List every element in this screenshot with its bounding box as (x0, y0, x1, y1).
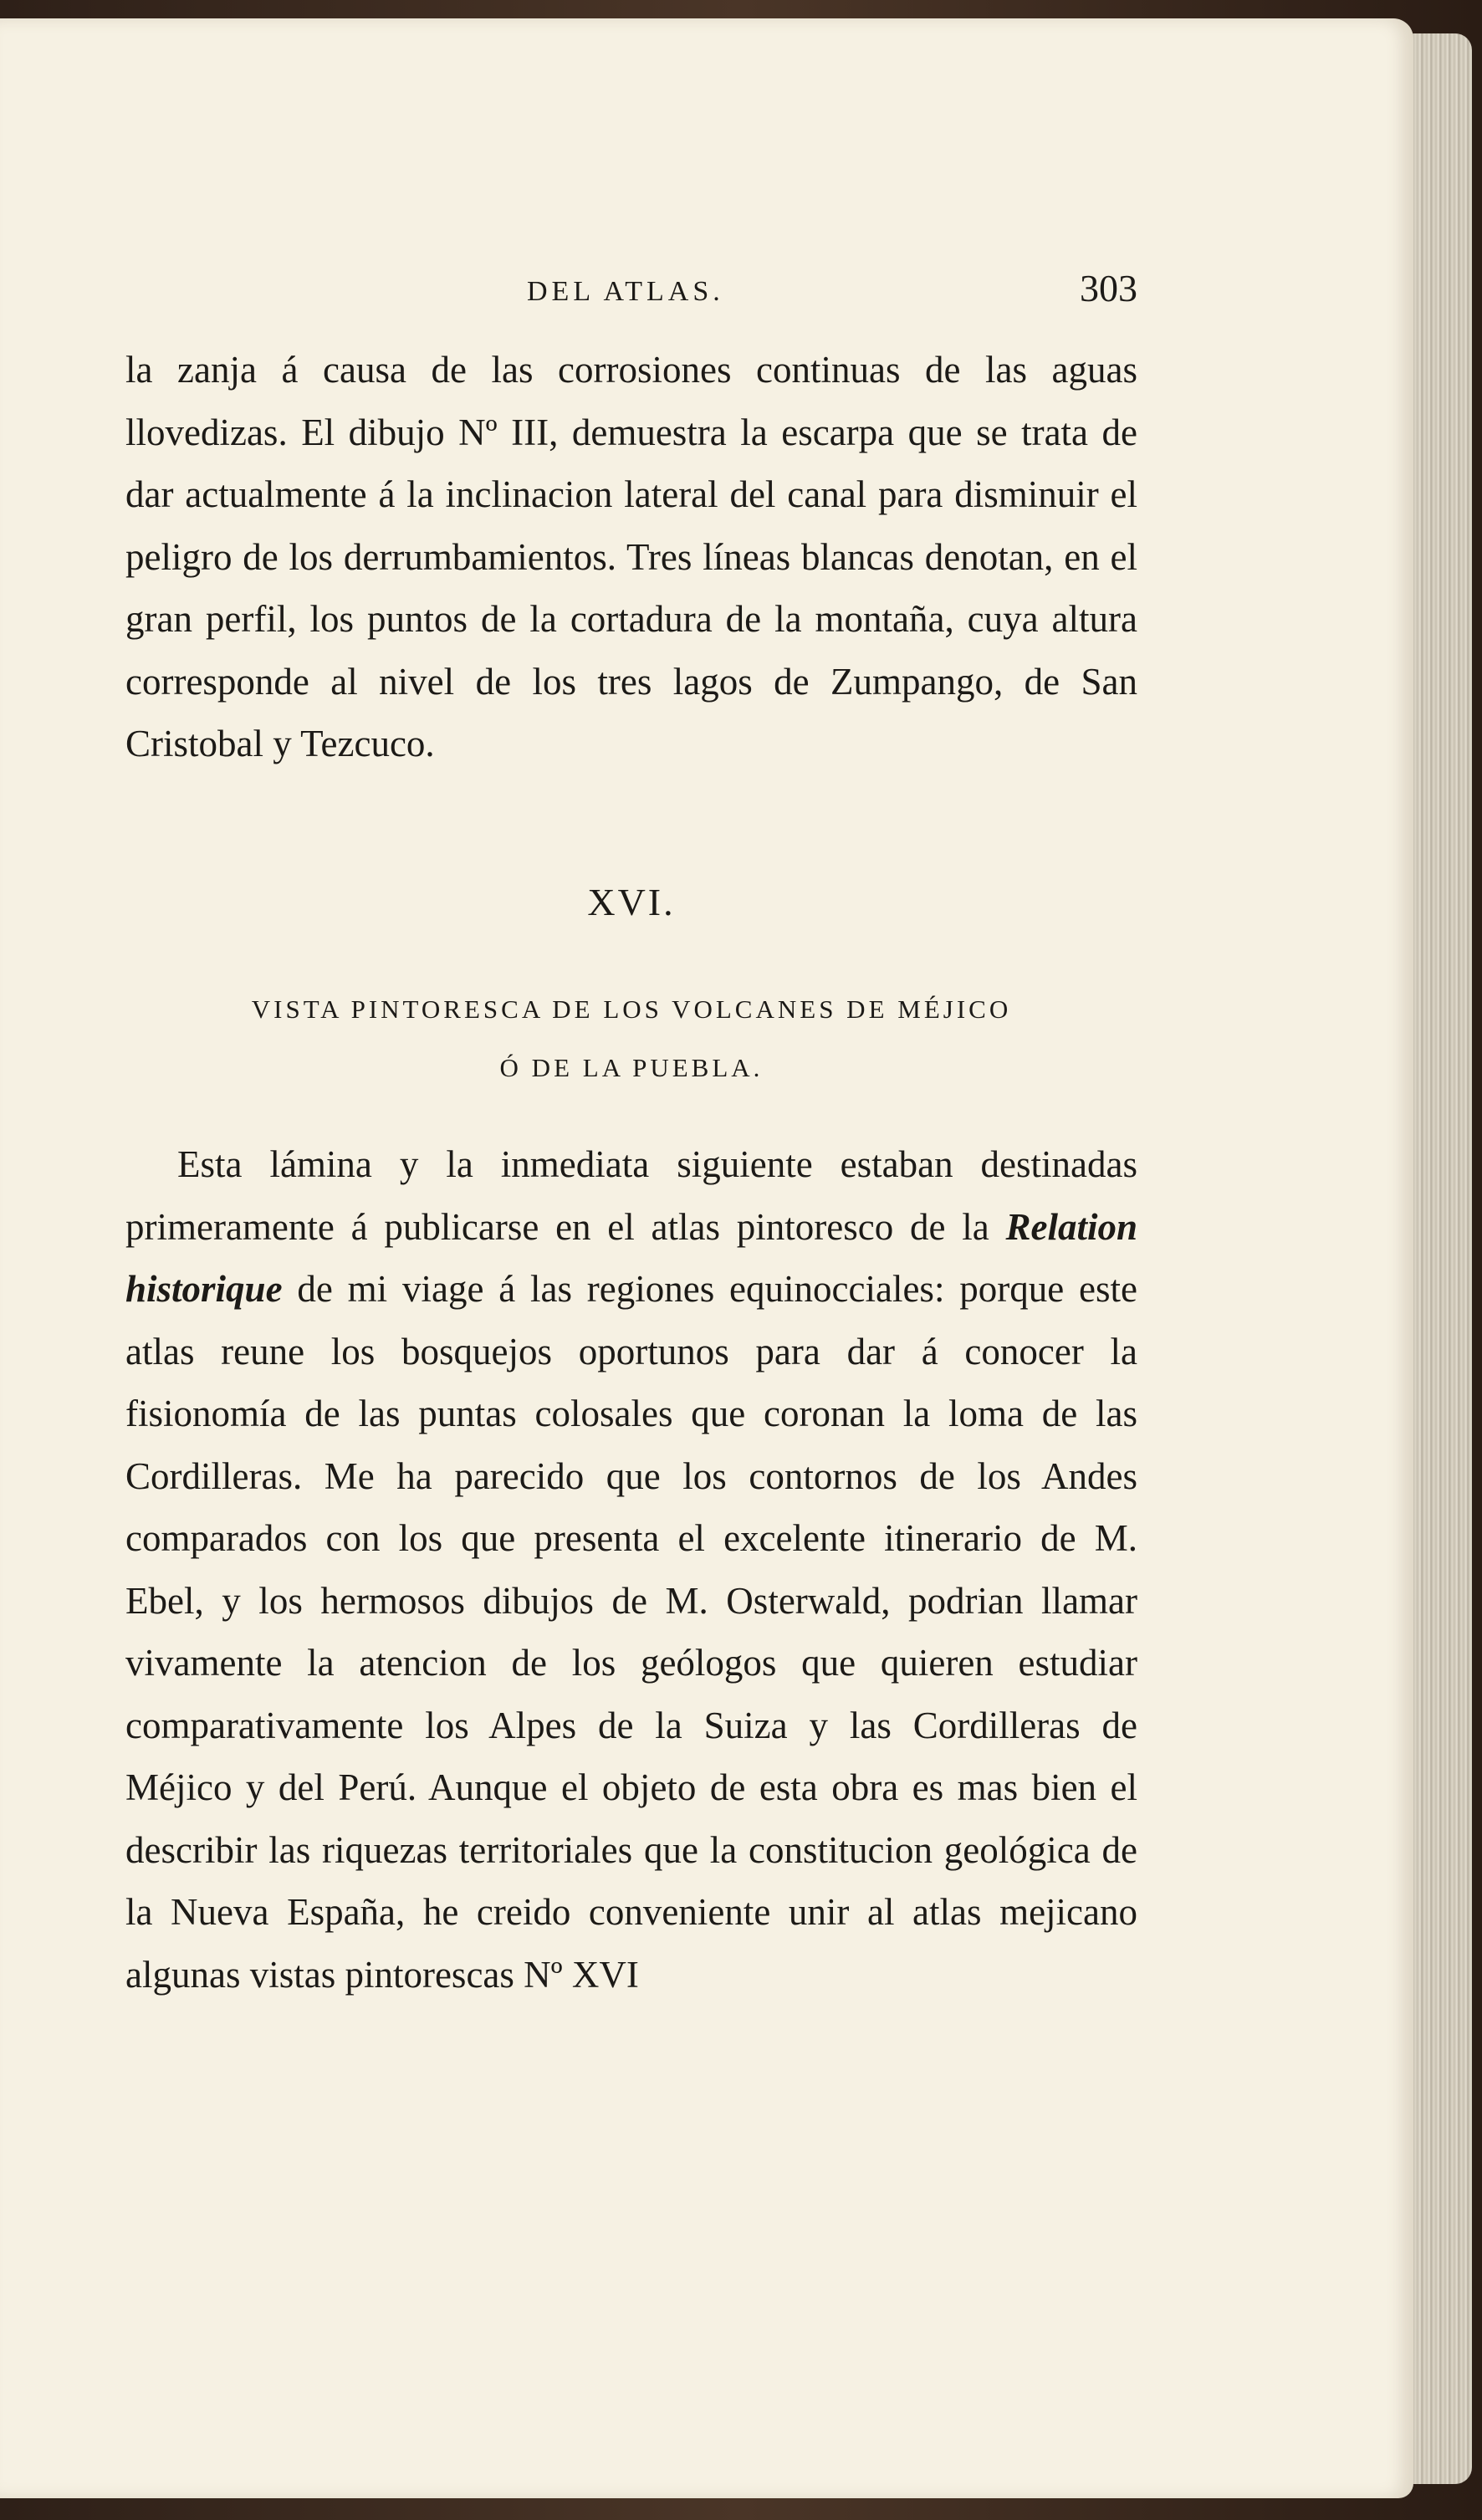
section-number: XVI. (587, 881, 676, 923)
page-header (125, 266, 1137, 316)
book-title-italic: Relation historique (125, 1205, 1137, 1310)
paragraph-section-body (125, 1133, 1137, 2006)
section-title-line-1: VISTA PINTORESCA DE LOS VOLCANES DE MÉJICO (251, 994, 1012, 1024)
page-number: 303 (1080, 267, 1137, 309)
section-title-line-2: Ó DE LA PUEBLA. (499, 1053, 764, 1082)
paragraph-continuation (125, 339, 1137, 775)
paragraph-text-start: Esta lámina y la inmediata siguiente estaban destinadas primeramente á publicarse en el atlas pintoresco de la (125, 1143, 1137, 1248)
section-title (125, 980, 1137, 1097)
paragraph-text-end: de mi viage á las regiones equinocciales: porque este atlas reune los bosquejos oportunos para dar á conocer la fisionomía de las puntas colosales que coronan la loma de las Cordilleras. Me ha parecido que los contornos de los Andes comparados con los que presenta el excelente itinerario de M. Ebel, y los hermosos dibujos de M. Osterwald, podrian llamar vivamente la atencion de los geólogos que quieren estudiar comparativamente los Alpes de la Suiza y las Cordilleras de Méjico y del Perú. Aunque el objeto de esta obra es mas bien el describir las riquezas territoriales que la constitucion geológica de la Nueva España, he creido conveniente unir al atlas mejicano algunas vistas pintorescas Nº XVI (125, 1268, 1137, 1996)
paragraph-text: la zanja á causa de las corrosiones continuas de las aguas llovedizas. El dibujo Nº III, demuestra la escarpa que se trata de dar actualmente á la inclinacion lateral del canal para disminuir el peligro de los derrumbamientos. Tres líneas blancas denotan, en el gran perfil, los puntos de la cortadura de la montaña, cuya altura corresponde al nivel de los tres lagos de Zumpango, de San Cristobal y Tezcuco. (125, 349, 1137, 764)
running-head: DEL ATLAS. (527, 276, 724, 307)
